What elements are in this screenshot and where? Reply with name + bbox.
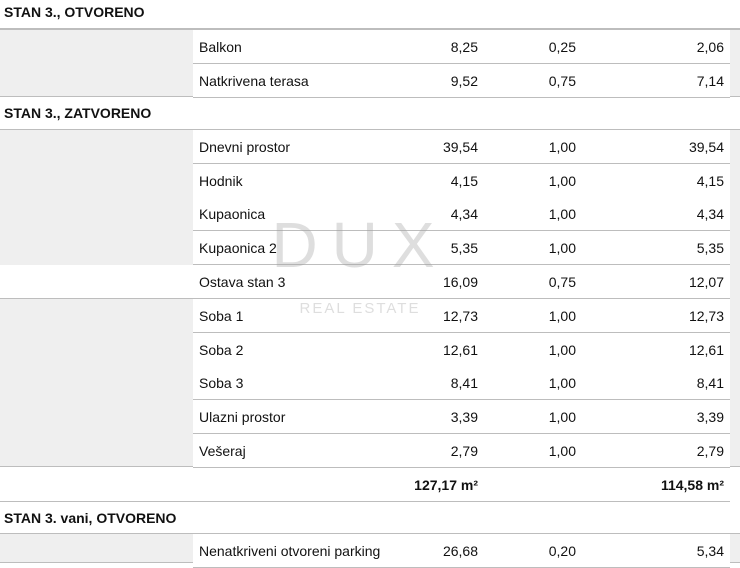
room-coefficient: 1,00 bbox=[548, 443, 576, 459]
table-row bbox=[0, 64, 740, 98]
table-row bbox=[0, 400, 740, 434]
room-name: Kupaonica bbox=[199, 206, 266, 222]
table-row bbox=[0, 231, 740, 265]
room-area: 3,39 bbox=[450, 409, 478, 425]
room-name: Ostava stan 3 bbox=[199, 274, 286, 290]
room-net-area: 4,15 bbox=[696, 173, 724, 189]
room-area: 16,09 bbox=[442, 274, 478, 290]
table-row bbox=[0, 434, 740, 468]
room-name: Dnevni prostor bbox=[199, 139, 291, 155]
section-block bbox=[0, 29, 740, 97]
room-net-area: 8,41 bbox=[696, 375, 724, 391]
room-net-area: 39,54 bbox=[688, 139, 724, 155]
room-net-area: 5,34 bbox=[696, 543, 724, 559]
room-area: 39,54 bbox=[442, 139, 478, 155]
room-coefficient: 1,00 bbox=[548, 409, 576, 425]
section-title: STAN 3., OTVORENO bbox=[4, 4, 145, 20]
room-net-area: 2,79 bbox=[696, 443, 724, 459]
room-net-area: 12,07 bbox=[688, 274, 724, 290]
room-net-area: 12,73 bbox=[688, 308, 724, 324]
room-name: Soba 3 bbox=[199, 375, 244, 391]
watermark-logo-text: DUX bbox=[271, 209, 449, 281]
table-row bbox=[0, 299, 740, 333]
room-coefficient: 0,25 bbox=[548, 39, 576, 55]
table-row bbox=[0, 333, 740, 367]
room-net-area: 7,14 bbox=[696, 73, 724, 89]
room-name: Nenatkriveni otvoreni parking bbox=[199, 543, 381, 559]
room-name: Hodnik bbox=[199, 173, 243, 189]
section-block bbox=[0, 533, 740, 563]
room-coefficient: 0,75 bbox=[548, 274, 576, 290]
table-row bbox=[0, 130, 740, 164]
room-area: 12,61 bbox=[442, 342, 478, 358]
room-area: 12,73 bbox=[442, 308, 478, 324]
room-net-area: 3,39 bbox=[696, 409, 724, 425]
room-net-area: 4,34 bbox=[696, 206, 724, 222]
total-row bbox=[0, 468, 740, 502]
room-coefficient: 1,00 bbox=[548, 375, 576, 391]
room-name: Natkrivena terasa bbox=[199, 73, 309, 89]
room-coefficient: 1,00 bbox=[548, 240, 576, 256]
room-net-area: 5,35 bbox=[696, 240, 724, 256]
room-coefficient: 1,00 bbox=[548, 342, 576, 358]
room-coefficient: 1,00 bbox=[548, 206, 576, 222]
room-coefficient: 0,20 bbox=[548, 543, 576, 559]
room-coefficient: 1,00 bbox=[548, 173, 576, 189]
watermark-subtitle: REAL ESTATE bbox=[299, 300, 421, 317]
room-net-area: 12,61 bbox=[688, 342, 724, 358]
room-name: Kupaonica 2 bbox=[199, 240, 277, 256]
table-row bbox=[0, 265, 740, 299]
room-area: 8,41 bbox=[450, 375, 478, 391]
table-row bbox=[0, 197, 740, 231]
room-coefficient: 1,00 bbox=[548, 308, 576, 324]
room-name: Soba 1 bbox=[199, 308, 244, 324]
room-area: 5,35 bbox=[450, 240, 478, 256]
table-row bbox=[0, 534, 740, 568]
room-coefficient: 1,00 bbox=[548, 139, 576, 155]
total-net-area: 114,58 m² bbox=[660, 477, 724, 493]
room-net-area: 2,06 bbox=[696, 39, 724, 55]
room-area: 2,79 bbox=[450, 443, 478, 459]
room-area: 9,52 bbox=[450, 73, 478, 89]
room-name: Soba 2 bbox=[199, 342, 244, 358]
room-coefficient: 0,75 bbox=[548, 73, 576, 89]
room-area: 4,15 bbox=[450, 173, 478, 189]
total-area: 127,17 m² bbox=[414, 477, 478, 493]
room-area: 26,68 bbox=[442, 543, 478, 559]
room-name: Ulazni prostor bbox=[199, 409, 286, 425]
room-area: 4,34 bbox=[450, 206, 478, 222]
room-name: Balkon bbox=[199, 39, 242, 55]
table-row bbox=[0, 164, 740, 198]
section-title: STAN 3., ZATVORENO bbox=[4, 105, 152, 121]
section-block bbox=[0, 129, 740, 467]
room-area: 8,25 bbox=[450, 39, 478, 55]
table-row bbox=[0, 30, 740, 64]
table-row bbox=[0, 366, 740, 400]
section-title: STAN 3. vani, OTVORENO bbox=[4, 510, 177, 526]
room-name: Vešeraj bbox=[199, 443, 246, 459]
